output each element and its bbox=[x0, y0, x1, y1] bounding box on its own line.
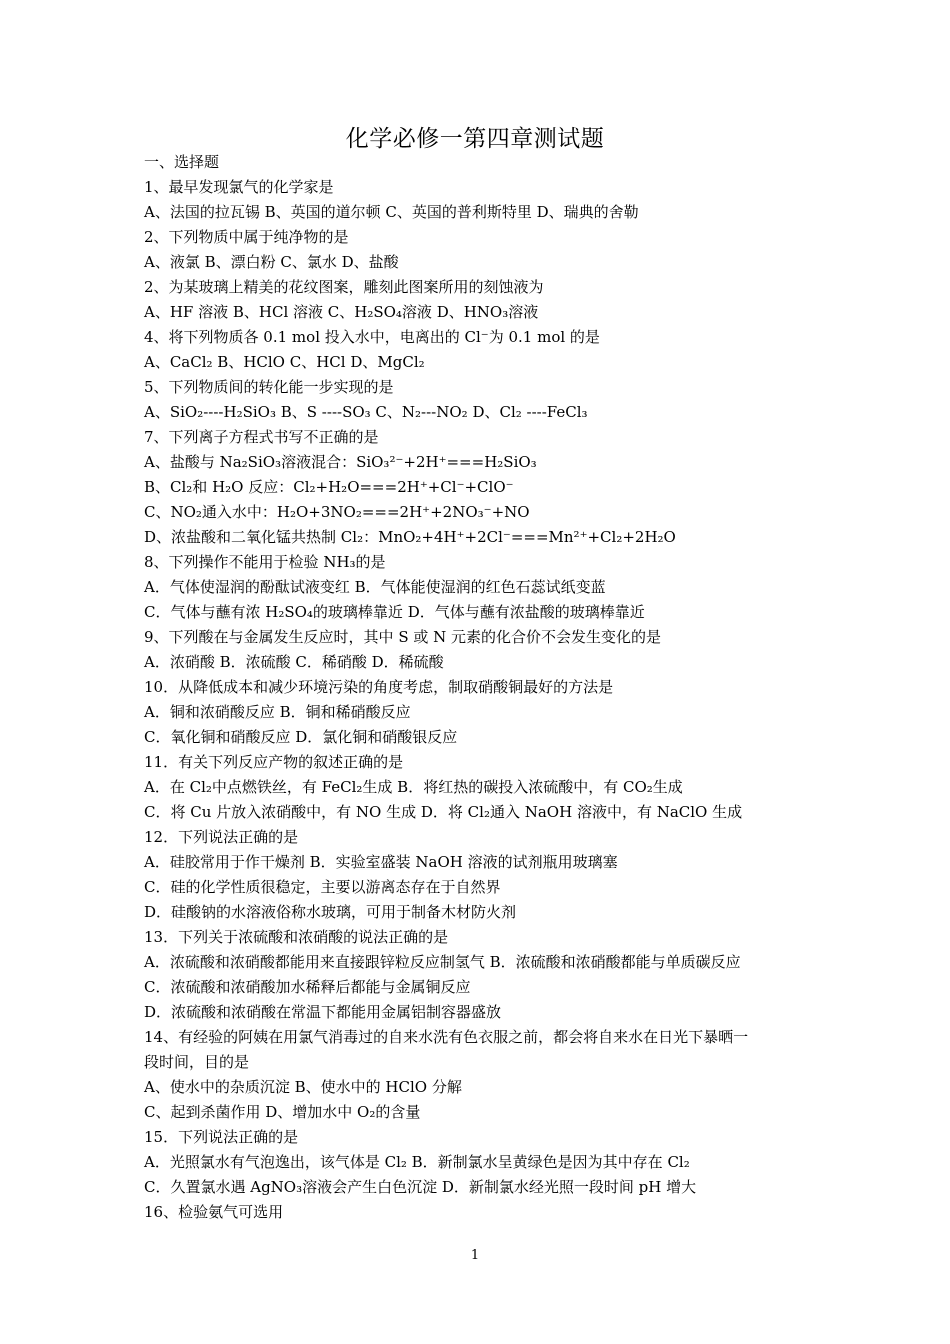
text-line: A、液氯 B、漂白粉 C、氯水 D、盐酸 bbox=[144, 253, 399, 271]
text-line: D．硅酸钠的水溶液俗称水玻璃，可用于制备木材防火剂 bbox=[144, 903, 517, 921]
text-line: 7、下列离子方程式书写不正确的是 bbox=[144, 428, 379, 446]
page-number: 1 bbox=[470, 1248, 480, 1263]
text-line: A．光照氯水有气泡逸出，该气体是 Cl₂ B．新制氯水呈黄绿色是因为其中存在 Cl₂ bbox=[144, 1153, 690, 1171]
text-line: 11．有关下列反应产物的叙述正确的是 bbox=[144, 753, 404, 771]
text-line: C．将 Cu 片放入浓硝酸中，有 NO 生成 D．将 Cl₂通入 NaOH 溶液中，有 NaClO 生成 bbox=[144, 803, 743, 821]
text-line: 15．下列说法正确的是 bbox=[144, 1128, 299, 1146]
text-line: C．氧化铜和硝酸反应 D．氯化铜和硝酸银反应 bbox=[144, 728, 458, 746]
text-line: A．铜和浓硝酸反应 B．铜和稀硝酸反应 bbox=[144, 703, 411, 721]
text-line: A、盐酸与 Na₂SiO₃溶液混合：SiO₃²⁻+2H⁺===H₂SiO₃ bbox=[144, 453, 537, 471]
text-line: 2、下列物质中属于纯净物的是 bbox=[144, 228, 349, 246]
text-line: C、起到杀菌作用 D、增加水中 O₂的含量 bbox=[144, 1103, 421, 1121]
text-line: 13．下列关于浓硫酸和浓硝酸的说法正确的是 bbox=[144, 928, 449, 946]
text-line: 9、下列酸在与金属发生反应时，其中 S 或 N 元素的化合价不会发生变化的是 bbox=[144, 628, 662, 646]
text-line: C．气体与蘸有浓 H₂SO₄的玻璃棒靠近 D．气体与蘸有浓盐酸的玻璃棒靠近 bbox=[144, 603, 645, 621]
text-line: C．硅的化学性质很稳定，主要以游离态存在于自然界 bbox=[144, 878, 501, 896]
text-line: 8、下列操作不能用于检验 NH₃的是 bbox=[144, 553, 386, 571]
text-line: C．久置氯水遇 AgNO₃溶液会产生白色沉淀 D．新制氯水经光照一段时间 pH 增大 bbox=[144, 1178, 697, 1196]
text-line: 4、将下列物质各 0.1 mol 投入水中，电离出的 Cl⁻为 0.1 mol 的是 bbox=[144, 328, 600, 346]
text-line: D、浓盐酸和二氧化锰共热制 Cl₂：MnO₂+4H⁺+2Cl⁻===Mn²⁺+Cl₂+2H₂O bbox=[144, 528, 676, 546]
text-line: A．在 Cl₂中点燃铁丝，有 FeCl₂生成 B．将红热的碳投入浓硫酸中，有 CO₂生成 bbox=[144, 778, 683, 796]
text-line: A、法国的拉瓦锡 B、英国的道尔顿 C、英国的普利斯特里 D、瑞典的舍勒 bbox=[144, 203, 639, 221]
text-line: 10．从降低成本和减少环境污染的角度考虑，制取硝酸铜最好的方法是 bbox=[144, 678, 614, 696]
text-line: A、使水中的杂质沉淀 B、使水中的 HClO 分解 bbox=[144, 1078, 462, 1096]
text-line: A．浓硝酸 B．浓硫酸 C．稀硝酸 D．稀硫酸 bbox=[144, 653, 444, 671]
text-line: A、CaCl₂ B、HClO C、HCl D、MgCl₂ bbox=[144, 353, 425, 371]
text-line: 一、选择题 bbox=[144, 153, 220, 171]
text-line: B、Cl₂和 H₂O 反应：Cl₂+H₂O===2H⁺+Cl⁻+ClO⁻ bbox=[144, 478, 514, 496]
text-line: A．浓硫酸和浓硝酸都能用来直接跟锌粒反应制氢气 B．浓硫酸和浓硝酸都能与单质碳反应 bbox=[144, 953, 741, 971]
text-line: A、HF 溶液 B、HCl 溶液 C、H₂SO₄溶液 D、HNO₃溶液 bbox=[144, 303, 539, 321]
text-line: A．硅胶常用于作干燥剂 B．实验室盛装 NaOH 溶液的试剂瓶用玻璃塞 bbox=[144, 853, 618, 871]
document-title: 化学必修一第四章测试题 bbox=[345, 126, 605, 152]
text-line: 1、最早发现氯气的化学家是 bbox=[144, 178, 334, 196]
text-line: C．浓硫酸和浓硝酸加水稀释后都能与金属铜反应 bbox=[144, 978, 471, 996]
text-line: 2、为某玻璃上精美的花纹图案，雕刻此图案所用的刻蚀液为 bbox=[144, 278, 544, 296]
text-line: C、NO₂通入水中：H₂O+3NO₂===2H⁺+2NO₃⁻+NO bbox=[144, 503, 530, 521]
text-line: 5、下列物质间的转化能一步实现的是 bbox=[144, 378, 394, 396]
text-line: 12．下列说法正确的是 bbox=[144, 828, 299, 846]
question-list bbox=[144, 150, 824, 1225]
text-line: 16、检验氨气可选用 bbox=[144, 1203, 284, 1221]
text-line: 段时间，目的是 bbox=[144, 1053, 250, 1071]
text-line: A、SiO₂----H₂SiO₃ B、S ----SO₃ C、N₂---NO₂ D、Cl₂ ----FeCl₃ bbox=[144, 403, 588, 421]
text-line: D．浓硫酸和浓硝酸在常温下都能用金属铝制容器盛放 bbox=[144, 1003, 502, 1021]
text-line: 14、有经验的阿姨在用氯气消毒过的自来水洗有色衣服之前，都会将自来水在日光下暴晒一 bbox=[144, 1028, 749, 1046]
text-line: A．气体使湿润的酚酞试液变红 B．气体能使湿润的红色石蕊试纸变蓝 bbox=[144, 578, 606, 596]
